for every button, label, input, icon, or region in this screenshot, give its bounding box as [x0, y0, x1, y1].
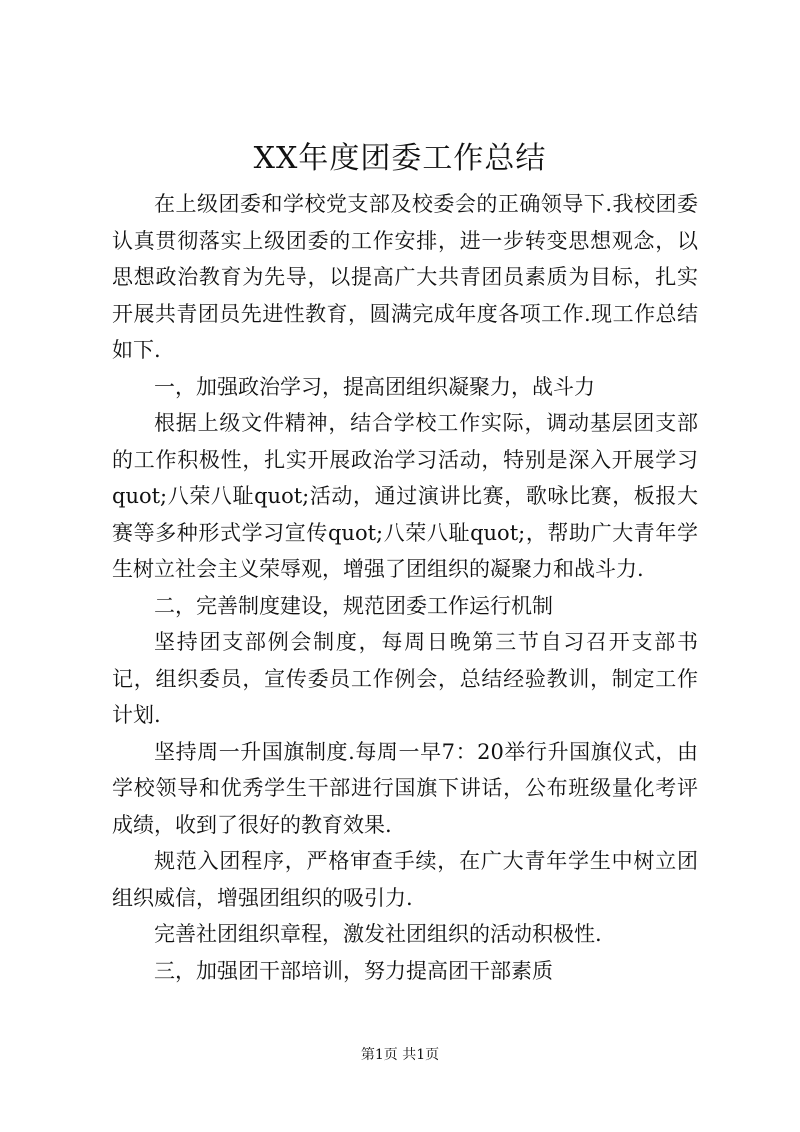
body-paragraph: 坚持周一升国旗制度.每周一早7：20举行升国旗仪式，由学校领导和优秀学生干部进行国旗下讲话，公布班级量化考评成绩，收到了很好的教育效果. — [112, 739, 698, 837]
body-paragraph: 坚持团支部例会制度，每周日晚第三节自习召开支部书记，组织委员，宣传委员工作例会，总结经验教训，制定工作计划. — [112, 630, 698, 727]
body-paragraph: 规范入团程序，严格审查手续，在广大青年学生中树立团组织威信，增强团组织的吸引力. — [112, 849, 698, 910]
section-heading-3: 三，加强团干部培训，努力提高团干部素质 — [154, 958, 553, 983]
body-paragraph: 完善社团组织章程，激发社团组织的活动积极性. — [154, 922, 602, 946]
section-heading-2: 二，完善制度建设，规范团委工作运行机制 — [154, 593, 553, 618]
intro-paragraph: 在上级团委和学校党支部及校委会的正确领导下.我校团委认真贯彻落实上级团委的工作安排，进一步转变思想观念，以思想政治教育为先导，以提高广大共青团员素质为目标，扎实开展共青团员先进性教育，圆满完成年度各项工作.现工作总结如下. — [112, 192, 698, 362]
body-paragraph: 根据上级文件精神，结合学校工作实际，调动基层团支部的工作积极性，扎实开展政治学习活动，特别是深入开展学习quot;八荣八耻quot;活动，通过演讲比赛，歌咏比赛，板报大赛等多种形式学习宣传quot;八荣八耻quot;，帮助广大青年学生树立社会主义荣辱观，增强了团组织的凝聚力和战斗力. — [112, 411, 698, 581]
document-body — [112, 186, 698, 989]
page-footer: 第1页 共1页 — [360, 1047, 440, 1063]
document-title: XX年度团委工作总结 — [253, 141, 547, 176]
section-heading-1: 一，加强政治学习，提高团组织凝聚力，战斗力 — [154, 374, 595, 399]
